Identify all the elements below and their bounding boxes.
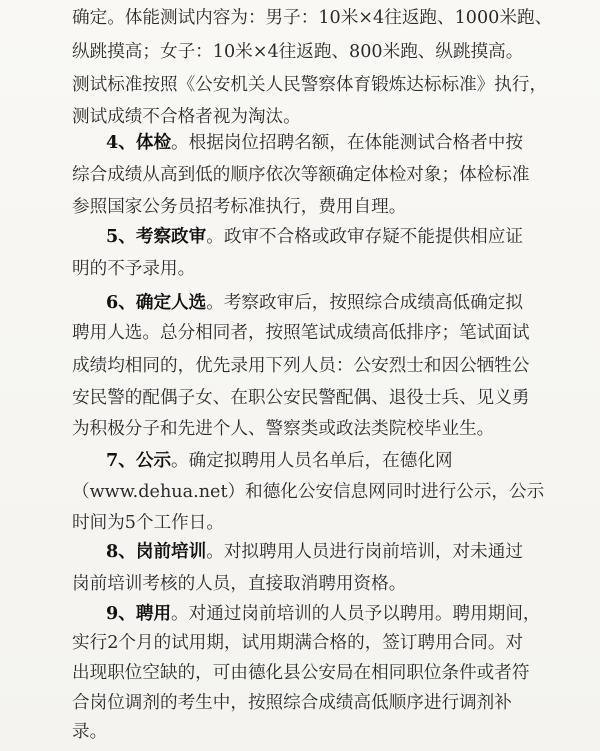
section-title: 考察政审 — [135, 226, 207, 247]
text-line: 聘用人选。总分相同者，按照笔试成绩高低排序；笔试面试 — [72, 323, 530, 343]
section-title: 公示 — [135, 450, 172, 471]
section-number: 9、 — [106, 603, 136, 624]
text-line: 录。 — [72, 722, 108, 742]
section-title: 聘用 — [135, 603, 172, 624]
section-9-heading-line — [106, 597, 562, 630]
text-line: 测试成绩不合格者视为淘汰。 — [72, 107, 301, 127]
section-number: 4、 — [106, 132, 136, 153]
section-7-heading-line — [106, 444, 562, 477]
section-title: 体检 — [135, 132, 172, 153]
section-text: 。考察政审后，按照综合成绩高低确定拟 — [206, 293, 523, 313]
text-line: 参照国家公务员招考标准执行，费用自理。 — [72, 197, 407, 217]
section-number: 7、 — [106, 450, 136, 471]
section-title: 确定人选 — [135, 292, 207, 313]
text-line: 测试标准按照《公安机关人民警察体育锻炼达标标准》执行， — [72, 75, 548, 95]
text-line: 确定。体能测试内容为：男子：10米×4往返跑、1000米跑、 — [72, 8, 553, 28]
section-8-heading-line — [106, 535, 562, 568]
section-text: 。对拟聘用人员进行岗前培训，对未通过 — [206, 542, 523, 562]
section-title: 岗前培训 — [135, 541, 207, 562]
section-text: 。对通过岗前培训的人员予以聘用。聘用期间， — [171, 604, 541, 624]
text-line: 岗前培训考核的人员，直接取消聘用资格。 — [72, 574, 407, 594]
section-number: 6、 — [106, 292, 136, 313]
section-text: 。确定拟聘用人员名单后，在德化网 — [171, 451, 453, 471]
text-line: 时间为5个工作日。 — [72, 513, 224, 533]
text-line: 综合成绩从高到低的顺序依次等额确定体检对象；体检标准 — [72, 165, 530, 185]
section-text: 。根据岗位招聘名额，在体能测试合格者中按 — [171, 133, 523, 153]
text-line: 为积极分子和先进个人、警察类或政法类院校毕业生。 — [72, 419, 495, 439]
text-line: 成绩均相同的，优先录用下列人员：公安烈士和因公牺牲公 — [72, 356, 530, 376]
section-number: 5、 — [106, 226, 136, 247]
text-line: 实行2个月的试用期，试用期满合格的，签订聘用合同。对 — [72, 633, 524, 653]
text-line: （www.dehua.net）和德化公安信息网同时进行公示，公示 — [72, 482, 545, 502]
text-line: 明的不予录用。 — [72, 259, 196, 279]
text-line: 安民警的配偶子女、在职公安民警配偶、退役士兵、见义勇 — [72, 388, 530, 408]
text-line: 合岗位调剂的考生中，按照综合成绩高低顺序进行调剂补 — [72, 693, 512, 713]
section-5-heading-line — [106, 220, 562, 253]
text-line: 纵跳摸高；女子：10米×4往返跑、800米跑、纵跳摸高。 — [72, 42, 524, 62]
section-6-heading-line — [106, 286, 562, 319]
text-line: 出现职位空缺的，可由德化县公安局在相同职位条件或者符 — [72, 663, 530, 683]
section-number: 8、 — [106, 541, 136, 562]
section-4-heading-line — [106, 126, 562, 159]
section-text: 。政审不合格或政审存疑不能提供相应证 — [206, 227, 523, 247]
